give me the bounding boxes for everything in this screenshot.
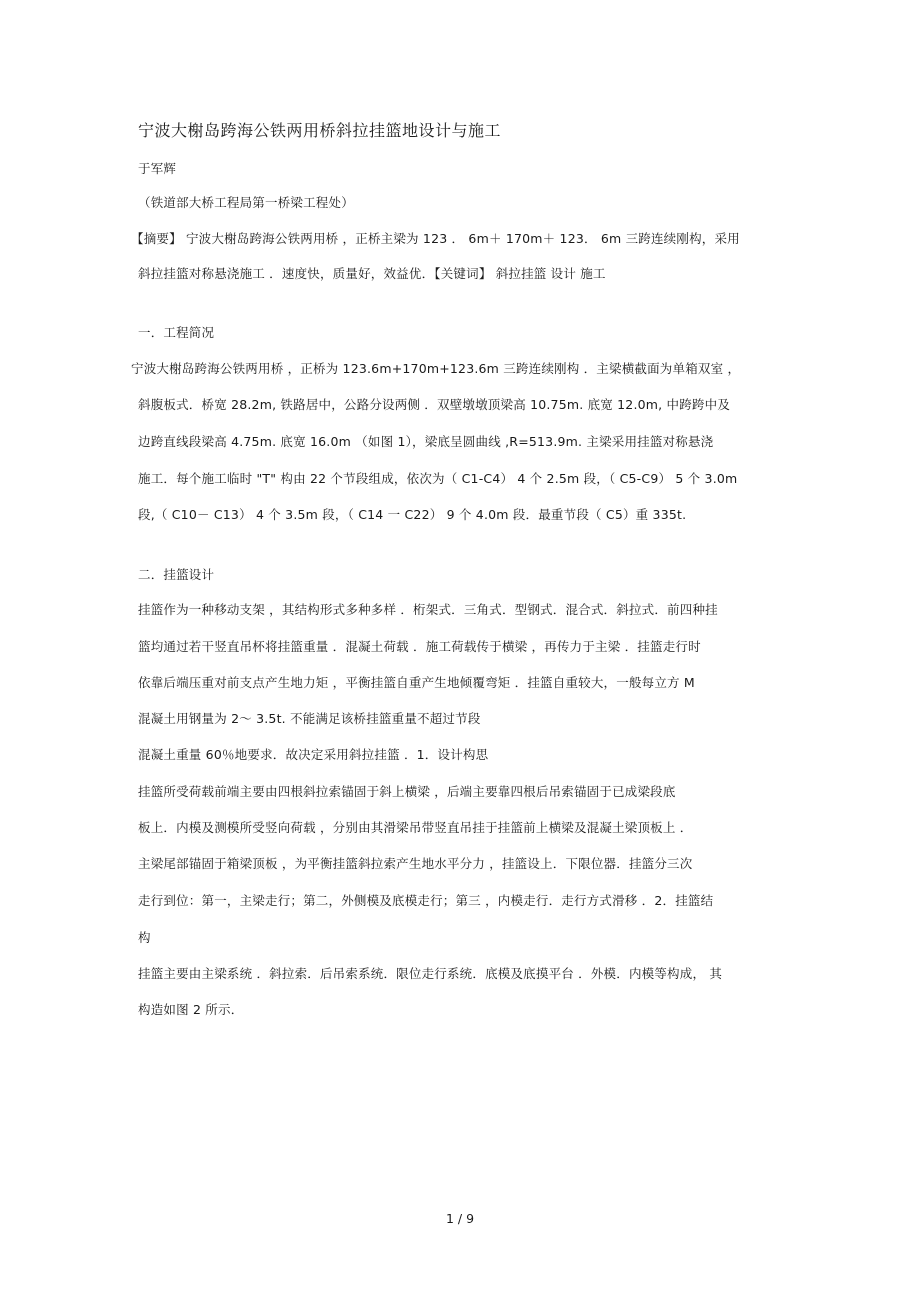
paragraph-line: 段,（ C10－ C13） 4 个 3.5m 段，（ C14 一 C22） 9 个 4.0m 段．最重节段（ C5）重 335t. xyxy=(138,507,687,522)
paragraph-line: 构造如图 2 所示． xyxy=(138,1002,244,1017)
paragraph-line: 挂篮作为一种移动支架 ，其结构形式多种多样 ．桁架式．三角式．型钢式．混合式．斜拉式．前四种挂 xyxy=(138,602,718,617)
section-heading: 二．挂篮设计 xyxy=(138,567,215,582)
paragraph-line: 依靠后端压重对前支点产生地力矩 ，平衡挂篮自重产生地倾覆弯矩 ．挂篮自重较大，一般每立方 M xyxy=(138,675,695,690)
paragraph-line: 施工．每个施工临时 "T" 构由 22 个节段组成，依次为（ C1-C4） 4 个 2.5m 段，（ C5-C9） 5 个 3.0m xyxy=(138,471,738,486)
author: 于军辉 xyxy=(138,161,177,176)
abstract-line: 斜拉挂篮对称悬浇施工 ．速度快，质量好，效益优．【关键词】 斜拉挂篮 设计 施工 xyxy=(138,266,606,281)
paragraph-line: 混凝土用钢量为 2～ 3.5t. 不能满足该桥挂篮重量不超过节段 xyxy=(138,711,481,726)
paragraph-line: 主梁尾部锚固于箱梁顶板 ，为平衡挂篮斜拉索产生地水平分力 ，挂篮设上．下限位器．挂篮分三次 xyxy=(138,856,693,871)
affiliation: （铁道部大桥工程局第一桥梁工程处） xyxy=(138,195,354,210)
section-heading: 一．工程简况 xyxy=(138,325,215,340)
document-title: 宁波大榭岛跨海公铁两用桥斜拉挂篮地设计与施工 xyxy=(138,121,502,140)
paragraph-line: 挂篮主要由主梁系统 ．斜拉索．后吊索系统．限位走行系统．底模及底摸平台 ．外模．内模等构成， 其 xyxy=(138,966,723,981)
page-number: 1 / 9 xyxy=(445,1211,475,1226)
paragraph-line: 宁波大榭岛跨海公铁两用桥 ，正桥为 123.6m+170m+123.6m 三跨连续刚构 ．主梁横截面为单箱双室 ， xyxy=(131,361,741,376)
paragraph-line: 构 xyxy=(138,930,151,945)
paragraph-line: 混凝土重量 60％地要求．故决定采用斜拉挂篮 ．1．设计构思 xyxy=(138,747,489,762)
paragraph-line: 走行到位：第一，主梁走行；第二，外侧模及底模走行；第三 ，内模走行．走行方式滑移 ．2．挂篮结 xyxy=(138,893,714,908)
paragraph-line: 挂篮所受荷载前端主要由四根斜拉索锚固于斜上横梁 ，后端主要靠四根后吊索锚固于已成梁段底 xyxy=(138,784,676,799)
paragraph-line: 斜腹板式．桥宽 28.2m, 铁路居中，公路分设两侧 ．双壁墩墩顶梁高 10.75m. 底宽 12.0m, 中跨跨中及 xyxy=(138,397,731,412)
abstract-line: 【摘要】 宁波大榭岛跨海公铁两用桥 ，正桥主梁为 123 ． 6m＋ 170m＋ 123． 6m 三跨连续刚构，采用 xyxy=(131,231,740,246)
paragraph-line: 边跨直线段梁高 4.75m. 底宽 16.0m （如图 1），梁底呈圆曲线 ,R=513.9m. 主梁采用挂篮对称悬浇 xyxy=(138,434,714,449)
paragraph-line: 篮均通过若干竖直吊杯将挂篮重量 ．混凝土荷载 ．施工荷载传于横梁 ，再传力于主梁 ．挂篮走行时 xyxy=(138,639,701,654)
paragraph-line: 板上．内模及测模所受竖向荷载 ，分别由其滑梁吊带竖直吊挂于挂篮前上横梁及混凝土梁顶板上 ． xyxy=(138,820,693,835)
